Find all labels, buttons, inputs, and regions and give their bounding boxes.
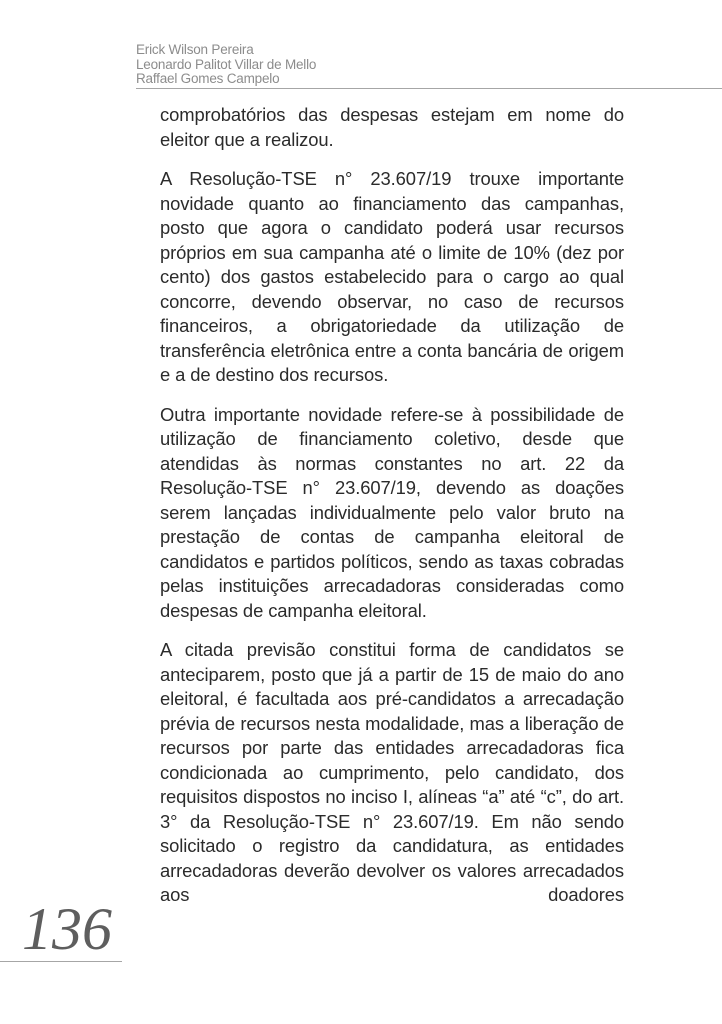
author-name: Leonardo Palitot Villar de Mello — [136, 56, 317, 72]
paragraph: A Resolução-TSE n° 23.607/19 trouxe importante novidade quanto ao financiamento das campanhas, posto que agora o candidato poderá usar recursos próprios em sua campanha até o limite de 10% (dez por cento) dos gastos estabelecido para o cargo ao qual concorre, devendo observar, no caso de recursos financeiros, a obrigatoriedade da utilização de transferência eletrônica entre a conta bancária de origem e a de destino dos recursos. — [160, 168, 624, 385]
footer-divider — [0, 961, 122, 962]
paragraph: A citada previsão constitui forma de candidatos se anteciparem, posto que já a partir de 15 de maio do ano eleitoral, é facultada aos pré-candidatos a arrecadação prévia de recursos nesta modalidade, mas a liberação de recursos por parte das entidades arrecadadoras fica condicionada ao cumprimento, pelo candidato, dos requisitos dispostos no inciso I, alíneas “a” até “c”, do art. 3° da Resolução-TSE n° 23.607/19. Em não sendo solicitado o registro da candidatura, as entidades arrecadadoras deverão devolver os valores arrecadados aos doadores — [160, 639, 624, 905]
paragraph: Outra importante novidade refere-se à possibilidade de utilização de financiamento coletivo, desde que atendidas às normas constantes no art. 22 da Resolução-TSE n° 23.607/19, devendo as doações serem lançadas individualmente pelo valor bruto na prestação de contas de campanha eleitoral de candidatos e partidos políticos, sendo as taxas cobradas pelas instituições arrecadadoras consideradas como despesas de campanha eleitoral. — [160, 403, 624, 621]
author-name: Raffael Gomes Campelo — [136, 71, 280, 86]
body-text — [160, 103, 624, 908]
author-name: Erick Wilson Pereira — [136, 42, 254, 57]
running-head — [136, 43, 316, 87]
paragraph: comprobatórios das despesas estejam em nome do eleitor que a realizou. — [160, 104, 624, 150]
header-divider — [136, 88, 722, 89]
page-number: 136 — [22, 896, 112, 962]
